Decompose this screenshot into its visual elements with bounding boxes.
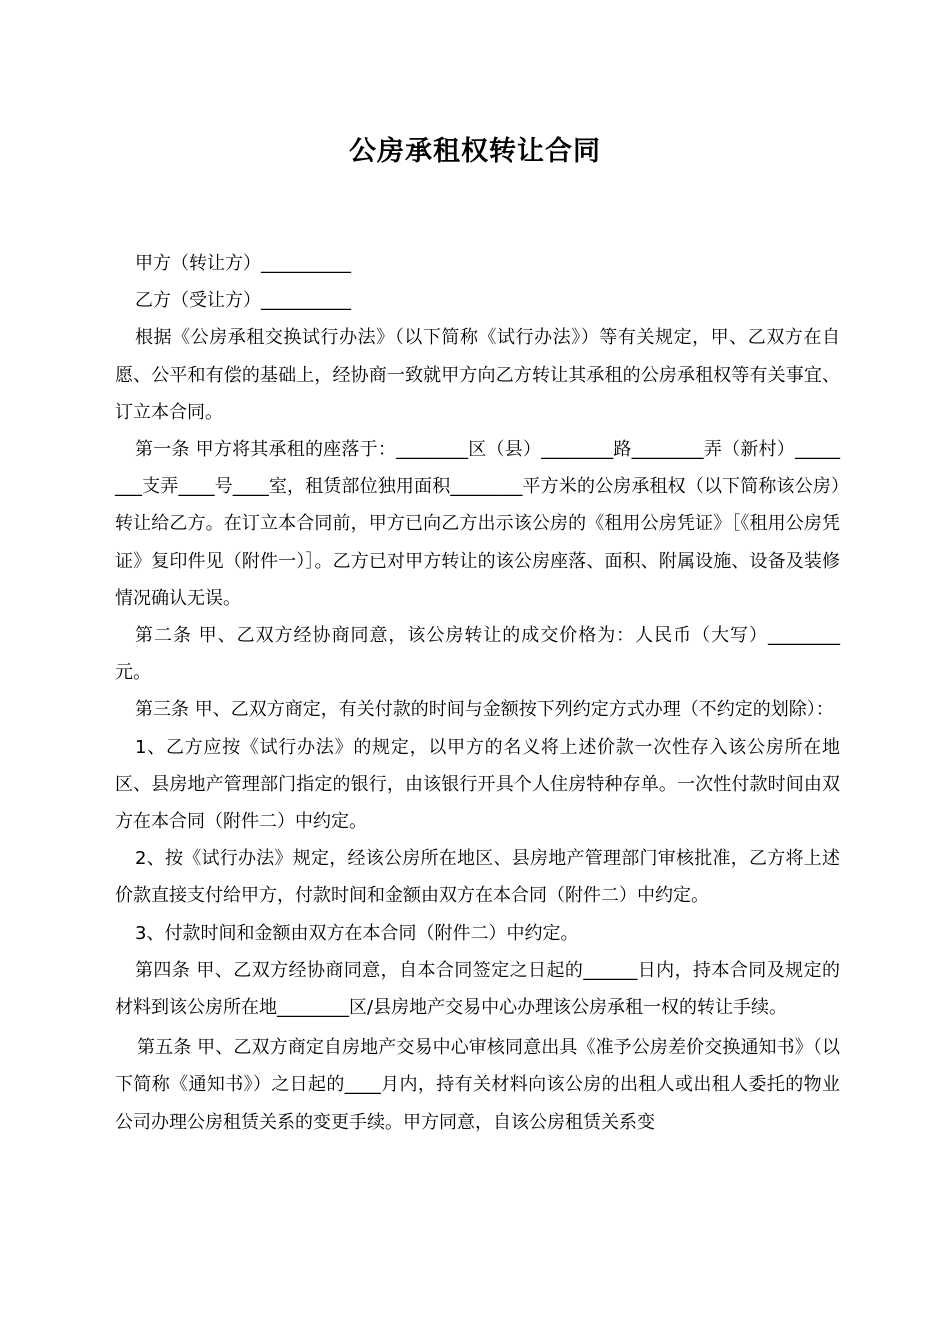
article-1-paragraph: 第一条 甲方将其承租的座落于：________区（县）________路________弄（新村）________支弄____号____室，租赁部位独用面积________平方米的公房承租权（以下简称该公房）转让给乙方。在订立本合同前，甲方已向乙方出示该公房的《租用公房凭证》［《租用公房凭证》复印件见（附件一）］。乙方已对甲方转让的该公房座落、面积、附属设施、设备及装修情况确认无误。 (115, 439, 840, 609)
party-a-line: 甲方（转让方）__________ (135, 253, 351, 274)
party-b-line: 乙方（受让方）__________ (135, 290, 351, 312)
article-4-paragraph: 第四条 甲、乙双方经协商同意，自本合同签定之日起的______日内，持本合同及规定的材料到该公房所在地________区/县房地产交易中心办理该公房承租一权的转让手续。 (115, 959, 840, 1019)
article-3-item-2: 2、按《试行办法》规定，经该公房所在地区、县房地产管理部门审核批准，乙方将上述价款直接支付给甲方，付款时间和金额由双方在本合同（附件二）中约定。 (115, 848, 840, 907)
document-body (115, 245, 840, 1141)
article-3-item-1: 1、乙方应按《试行办法》的规定，以甲方的名义将上述价款一次性存入该公房所在地区、县房地产管理部门指定的银行，由该银行开具个人住房特种存单。一次性付款时间由双方在本合同（附件二）中约定。 (115, 736, 840, 833)
article-5-paragraph: 第五条 甲、乙双方商定自房地产交易中心审核同意出具《准予公房差价交换通知书》（以下简称《通知书》）之日起的____月内，持有关材料向该公房的出租人或出租人委托的物业公司办理公房租赁关系的变更手续。甲方同意，自该公房租赁关系变 (115, 1037, 840, 1133)
article-3-paragraph: 第三条 甲、乙双方商定，有关付款的时间与金额按下列约定方式办理（不约定的划除）： (135, 699, 834, 721)
preamble-paragraph: 根据《公房承租交换试行办法》（以下简称《试行办法》）等有关规定，甲、乙双方在自愿、公平和有偿的基础上，经协商一致就甲方向乙方转让其承租的公房承租权等有关事宜、订立本合同。 (115, 327, 840, 423)
document-title: 公房承租权转让合同 (349, 136, 601, 167)
article-3-item-3: 3、付款时间和金额由双方在本合同（附件二）中约定。 (135, 922, 579, 944)
article-2-paragraph: 第二条 甲、乙双方经协商同意，该公房转让的成交价格为：人民币（大写）________元。 (115, 625, 840, 684)
